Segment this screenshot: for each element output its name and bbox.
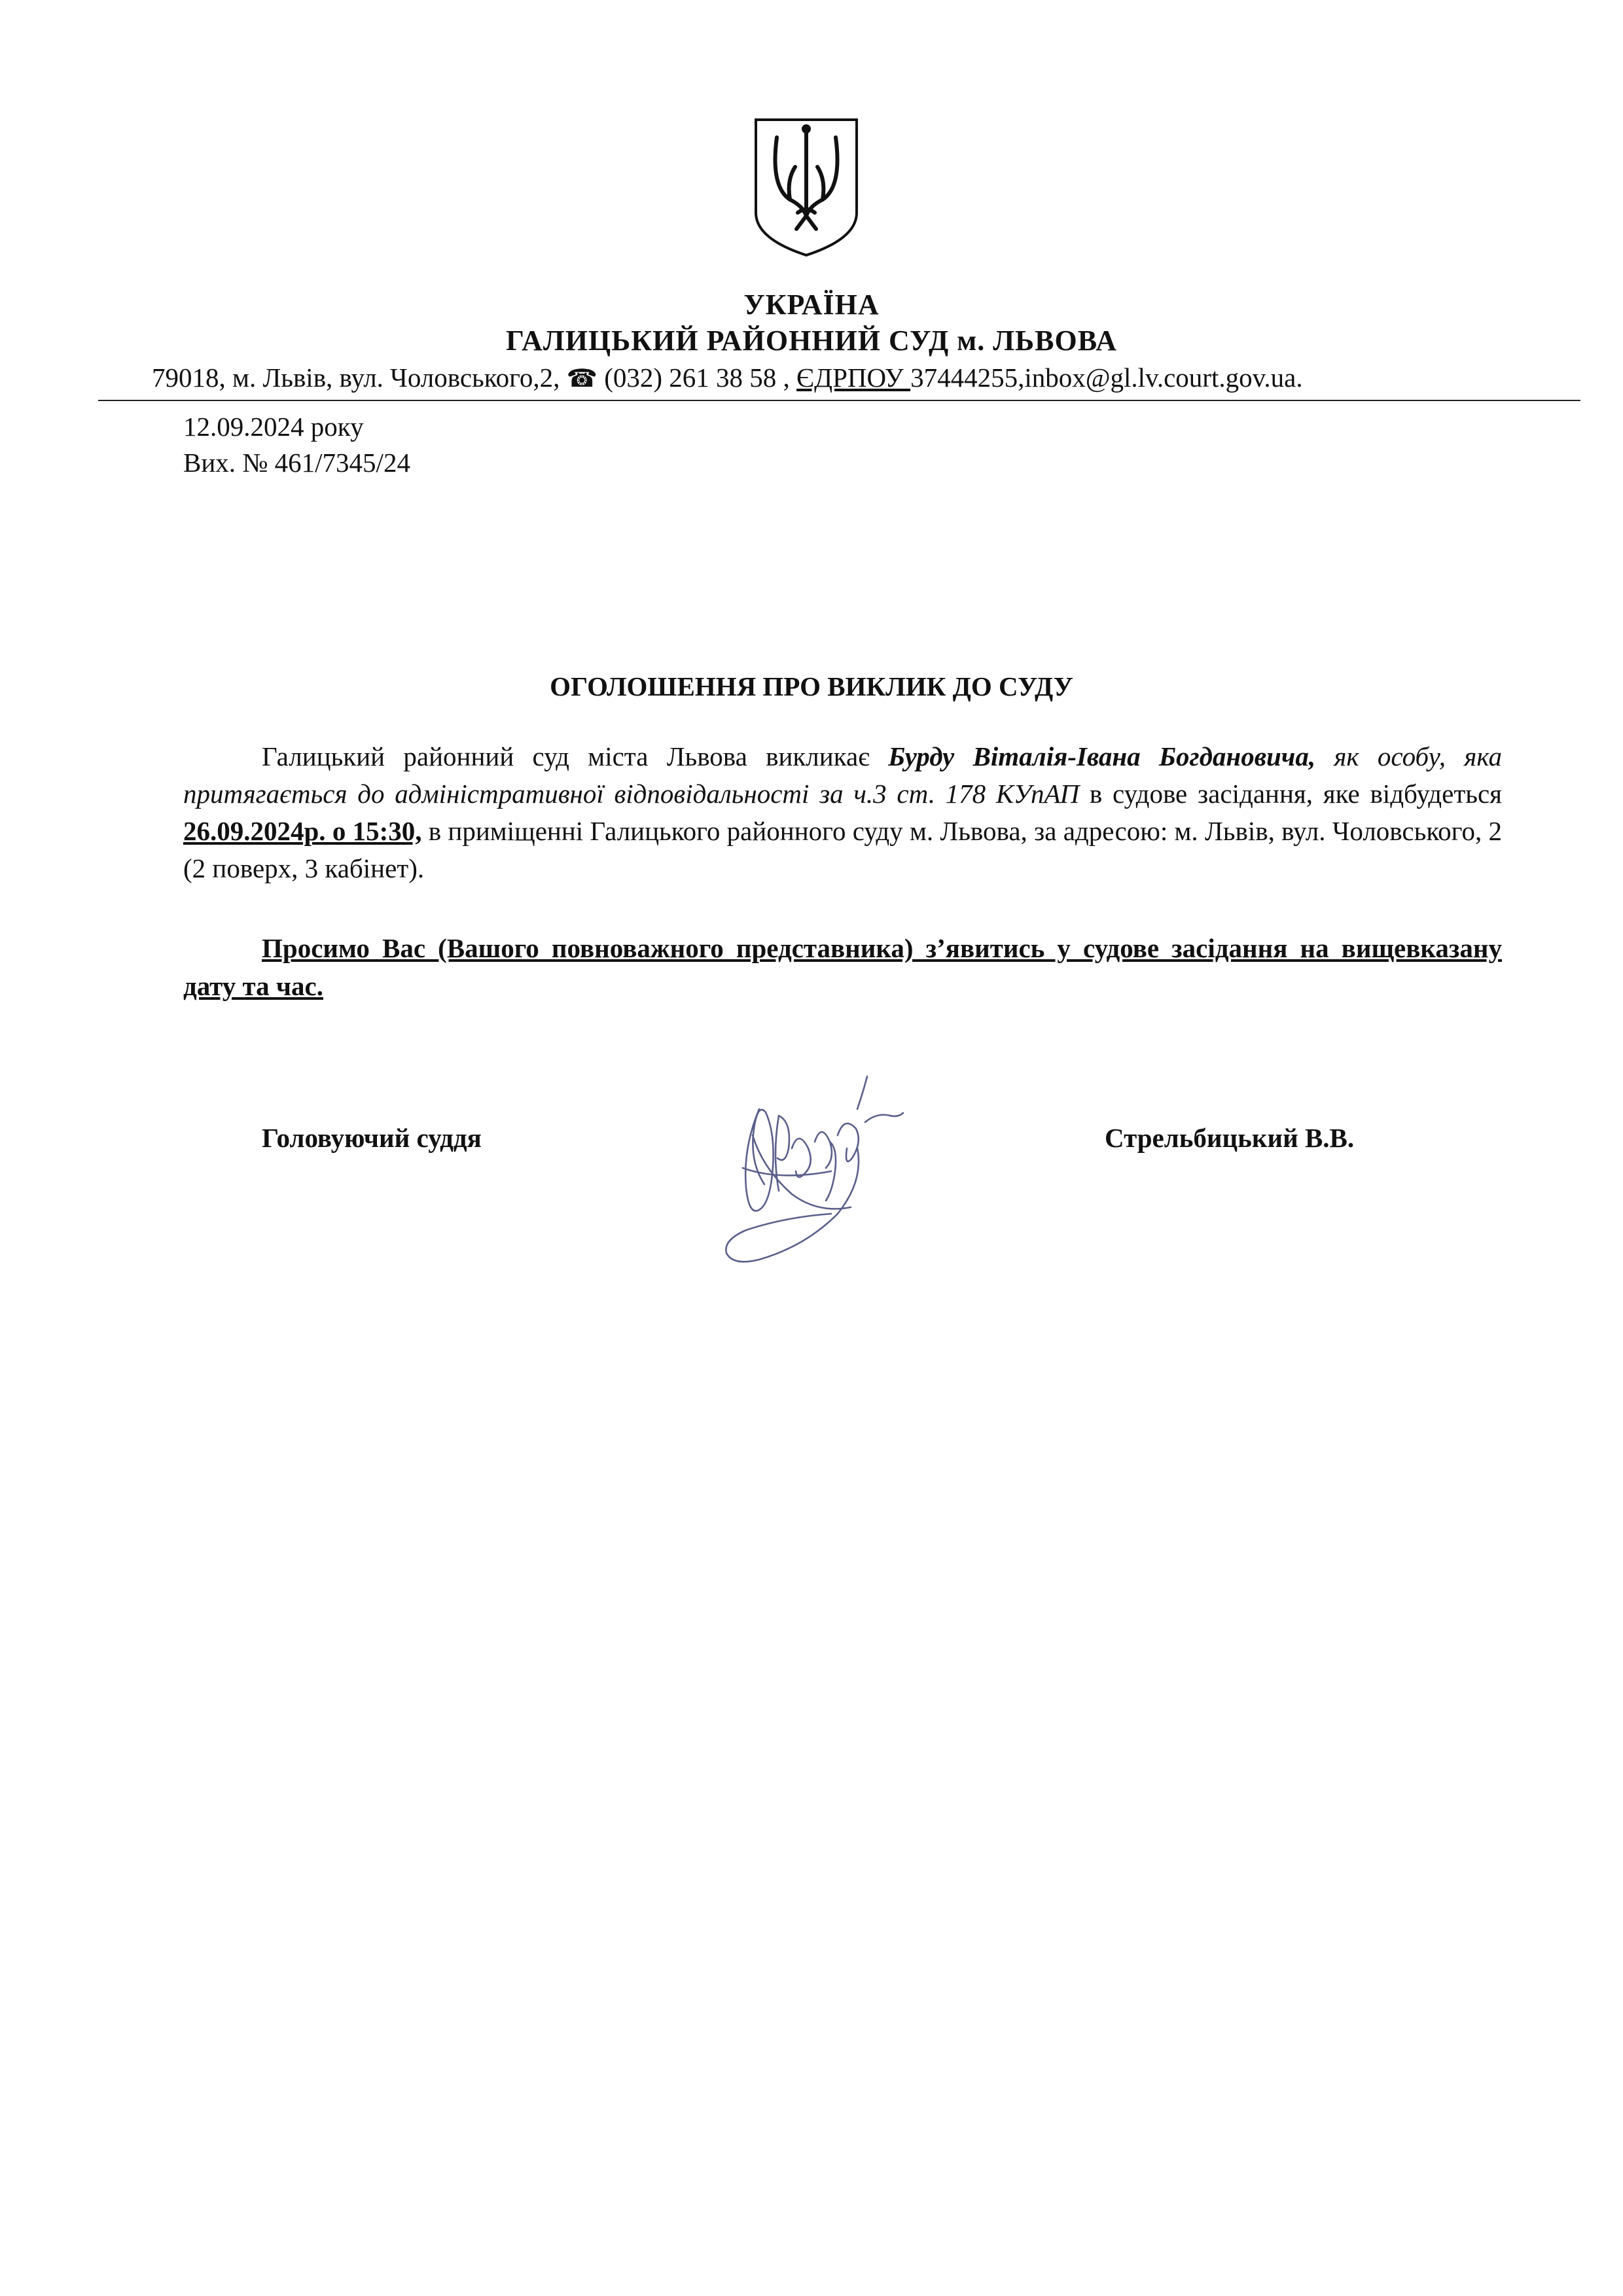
phone-icon: ☎: [566, 365, 597, 393]
coat-of-arms-icon: [751, 115, 862, 258]
judge-name: Стрельбицький В.В.: [1105, 1123, 1355, 1153]
paragraph-start: Галицький районний суд міста Львова викликає: [262, 741, 889, 771]
header-divider: [98, 400, 1580, 401]
outgoing-number: Вих. № 461/7345/24: [183, 448, 410, 478]
court-address: 79018, м. Львів, вул. Чоловського,2,: [152, 362, 567, 393]
court-contacts: [152, 362, 1303, 393]
document-title: ОГОЛОШЕННЯ ПРО ВИКЛИК ДО СУДУ: [550, 671, 1073, 701]
country-heading: УКРАЇНА: [743, 289, 880, 321]
signatory-role: Головуючий суддя: [262, 1123, 482, 1153]
court-name-heading: ГАЛИЦЬКИЙ РАЙОННИЙ СУД м. ЛЬВОВА: [505, 325, 1118, 357]
letter-date: 12.09.2024 року: [183, 412, 364, 442]
edrpou-email: 37444255,inbox@gl.lv.court.gov.ua.: [910, 362, 1303, 393]
edrpou-label: ЄДРПОУ: [796, 362, 911, 393]
appearance-request: [183, 929, 1502, 1005]
paragraph-middle: в судове засідання, яке відбудеться: [1079, 779, 1502, 809]
court-phone: (032) 261 38 58 ,: [597, 362, 797, 393]
paragraph-end: в приміщенні Галицького районного суду м. Львова, за адресою: м. Львів, вул. Чоловського, 2 (2 поверх, 3 кабінет).: [183, 816, 1502, 883]
handwritten-signature-icon: [681, 1050, 916, 1299]
summons-paragraph: [183, 738, 1502, 887]
hearing-datetime: 26.09.2024р. о 15:30,: [183, 816, 422, 846]
request-text: Просимо Вас (Вашого повноважного представника) з’явитись у судове засідання на вищевказану дату та час.: [183, 933, 1502, 1001]
liability-clause: як особу, яка притягається до адміністративної відповідальності за ч.3 ст. 178 КУпАП: [183, 741, 1503, 809]
summoned-person: Бурду Віталія-Івана Богдановича,: [888, 741, 1316, 771]
